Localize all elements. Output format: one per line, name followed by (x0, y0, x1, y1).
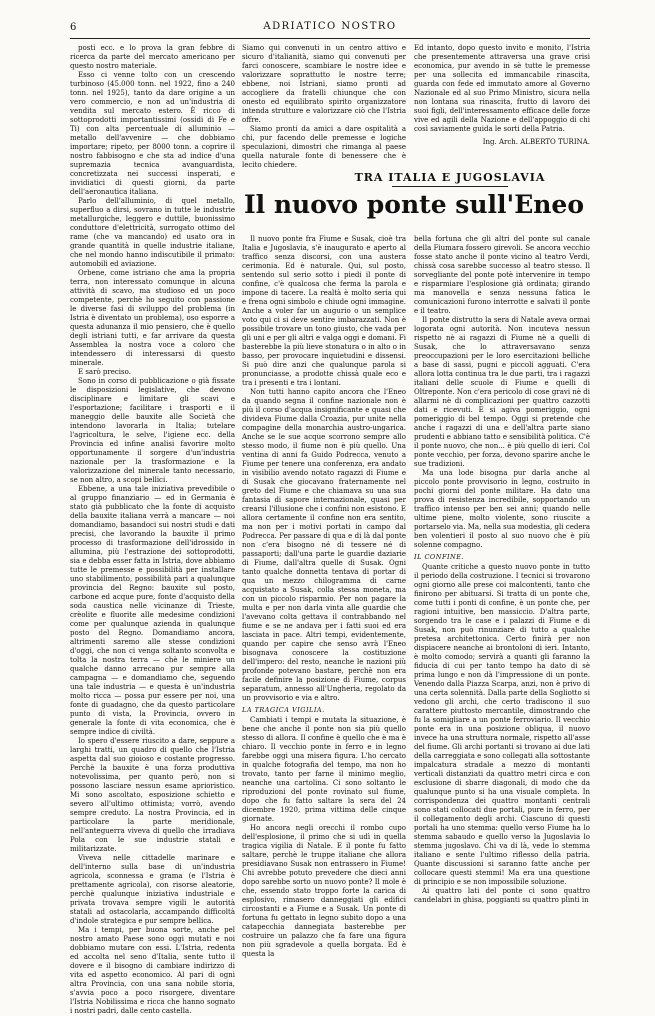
paragraph: Ai quattro lati del ponte ci sono quattro candelabri in ghisa, poggianti su quattro plinti in (414, 887, 590, 904)
paragraph: Il nuovo ponte fra Fiume e Susak, cioè tra Italia e Jugoslavia, s'è inaugurato e aperto al traffico senza discorsi, con una austera cerimonia. Ed è naturale. Qui, sul posto, sentendo sul serio sotto i piedi il ponte di confine, c'è qualcosa che ferma la parola e impone di tacere. La realtà è molto seria qui e frena ogni simbolo e chiude ogni immagine. Anche a voler far un augurio o un semplice voto qui ci si deve sentire imbarazzati. Non è possibile trovare un tono giusto, che vada per gli uni e per gli altri e valga oggi e domani. Fi basterebbe la più lieve stonatura o in alto o in basso, per provocare inquietudini e dissensi. Si può dire anzi che qualunque parola si pronunciasse, a prodotte chissà quale eco e tra i presenti e tra i lontani. (242, 235, 406, 387)
article-mid-column (242, 44, 406, 169)
paragraph: Sono in corso di pubblicazione o già fissate le disposizioni legislative, che devono disciplinare e limitare gli scavi e l'esportazione; facilitare i trasporti e il maneggio delle bauxite alle Società che intendono lavorarla in Italia; tutelare l'agricoltura, le selve, l'igiene ecc. della Provincia ed infine analisi favorire molto opportunamente il sorgere d'un'industria nazionale per la trasformazione e la valorizzazione del minerale tanto necessario, se non altro, a scopi bellici. (70, 377, 235, 484)
section-kicker: TRA ITALIA E JUGOSLAVIA (354, 171, 546, 184)
paragraph: Il ponte distrutto la sera di Natale aveva ormai logorata ogni autorità. Non incuteva nessun rispetto nè ai ragazzi di Fiume nè a quelli di Susak, che lo attraversavano senza preoccupazioni per le loro esercitazioni belliche a base di sassi, pugni e piccoli agguati. C'era allora lotta continua tra le due parti, tra i ragazzi italiani delle scuole di Fiume e quelli di Oltreponte. Non c'era pericolo di cose gravi nè di allarmi nè di complicazioni per quattro cazzotti dati e ricevuti. E si agiva pomeriggio, ogni pomeriggio di bel tempo. Oggi si pretende che anche i ragazzi di una e dell'altra parte siano prudenti e abbiano tatto e sensibilità politica. C'è il ponte nuovo, che non... è più quello di ieri. Col ponte vecchio, per forza, devono sparire anche le sue tradizioni. (414, 316, 590, 468)
paragraph: E sarò preciso. (78, 368, 131, 376)
subheading: LA TRAGICA VIGILIA. (242, 706, 325, 714)
paragraph: Quante critiche a questo nuovo ponte in tutto il periodo della costruzione. I tecnici si trovarono ogni giorno alle prese coi malcontenti, tanto che finirono per abituarsi. Si tratta di un ponte che, come tutti i ponti di confine, è un ponte che, per ragioni intuitive, ben massiccio. D'altra parte, sorgendo tra le case e i palazzi di Fiume e di Susak, non può rinunziare di tutto a qualche pretesa architettonica. Certo finirà per non dispiacere neanche ai brontoloni di ieri. Intanto, è molto comodo; servirà a quanti gli faranno la fiducia di cui per tanto tempo ha dato di sè prima lungo e non dà l'impressione di un ponte. Venendo dalla Piazza Scarpa, anzi, non è privo di una certa solennità. Dalla parte della Sogliotto si vedono gli archi, che certo tradiscono il suo carattere piuttosto mercantile, dimostrando che fu la somigliare a un ponte ferroviario. Il vecchio ponte era in una posizione obliqua, il nuovo invece ha una struttura normale, rispetto all'asse del fiume. Gli archi portanti si trovano ai due lati della carreggiata e sono collegati alla sottostante impalcatura stradale a mezzo di montanti verticali distanziati da quattro metri circa e con esclusione di sbarre diagonali, di modo che da qualunque punto si ha una visuale completa. In corrispondenza dei quattro montanti centrali sono stati collocati due portali, pure in ferro, per il collegamento degli archi. Ciascuno di questi portali ha uno stemma: quello verso Fiume ha lo stemma sabaudo e quello verso la Jugoslavia lo stemma jugoslavo. Chi va di là, vede lo stemma italiano e sente l'ultimo riflesso della patria. Quante discussioni si saranno fatte anche per collocare questi stemmi! Ma era una questione di principio e se non impossibile soluzione. (414, 563, 590, 886)
paragraph: Ho ancora negli orecchi il rombo cupo dell'esplosione, il primo che si udì in quella tragica vigilia di Natale. E il ponte fu fatto saltare, perchè le truppe italiane che allora presidiavano Susak non entrassero in Fiume! Chi avrebbe potuto prevedere che dieci anni dopo sarebbe sorto un nuovo ponte? Il mole è che, essendo stato troppo forte la carica di esplosivo, rimasero danneggiati gli edifici circostanti e a Fiume e a Susak. Un ponte di fortuna fu gettato in legno subito dopo a una catapecchia dannegiata basterebbe per costruire un palazzo che fa fare una figura non più sgradevole a quella borgata. Ed è questa la (242, 824, 406, 958)
paragraph: Parlo dell'alluminio, di quel metallo, superfluo a dirsi, sovrano in tutte le industrie metallurgiche, leggero e duttile, buonissimo conduttore d'elettricità, surrogato ottimo del rame (che va mancando) ed usato ora in grande quantità in quelle industrie italiane, che nel mondo hanno indiscutibile il primato: automobili ed aviazione. (70, 197, 235, 268)
paragraph: Ma i tempi, per buona sorte, anche pel nostro amato Paese sono oggi mutati e noi dobbiamo mutare con essi. L'Istria, redenta ed accolta nel seno d'Italia, sente tutto il dovere e il bisogno di cambiare indirizzo di vita ed aspetto economico. Al pari di ogni altra Provincia, con una sana nobile storia, s'avvia poco a poco risorgere, diventare l'Istria Nobilissima e ricca che hanno sognato i nostri padri, dalle cento castella. (70, 926, 235, 1015)
paragraph: Ed intanto, dopo questo invito e monito, l'Istria che presentemente attraversa una grave crisi economica, pur avendo in sè tutte le premesse per una sollecita ed immancabile rinascita, guarda con fede ed immutato amore al Governo Nazionale ed al suo Primo Ministro, sicura nella non lontana sua rinascita, frutto di lavoro dei suoi figli, dell'interessamento efficace delle forze vive ed agili della Nazione e dell'appoggio di chi così saviamente guida le sorti della Patria. (414, 44, 590, 133)
paragraph: bella fortuna che gli altri del ponte sul canale della Fiumara fossero girevoli. Se ancora vecchio fosse stato anche il ponte vicino al teatro Verdi, chissà cosa sarebbe successo al teatro stesso. Il sorvegliante del ponte potè intervenire in tempo e risparmiare l'esplosione già ordinata; girando ma manovella e senza nessuna fatica le comunicazioni furono interrotte e salvati il ponte e il teatro. (414, 235, 590, 315)
subheading: IL CONFINE. (414, 553, 465, 561)
paragraph: Ebbene, a una tale iniziativa prevedibile o al gruppo finanziario — ed in Germania è stato già pubblicato che la fonte di acquisto della bauxite italiana verrà a mancare — noi domandiamo, basandoci sui nostri studi e dati precisi, che lavorando la bauxite il primo processo di trasformazione dell'idrossido in allumina, più l'estrazione dei sottoprodotti, sia e debba esser fatta in Istria, dove abbiamo tutte le premesse e possibilità per installare uno stabilimento, possibilità pari a qualunque provincia del Regno: bauxite sul posto, carbone ed acque pure, fonte d'acquisto della soda caustica nelle vicinanze di Trieste, crèolite e fluorite alle medesime condizioni come per qualunque azienda in qualunque posto del Regno. Domandiamo ancora, altrimenti saremo alle stesse condizioni d'oggi, che non ci venga soltanto sconvolta e tolta la nostra terra — chè le miniere un qualche danno arrecano pur sempre alla campagna — e domandiamo che, seguendo una tale industria — e questa è un'industria molto ricca — possa pur essere per noi, una fonte di guadagno, che da questo particolare punto di vista, la Provincia, ovvero in generale la fonte di vita economica, che è sempre indice di civiltà. (70, 485, 235, 736)
paragraph: Esso ci venne tolto con un crescendo turbinoso (45.000 tonn. nel 1922, fino a 240 tonn. nel 1925), tanto da dare origine a un vero commercio, e non ad un'industria di vendita sul mercato estero. È ricco di sottoprodotti importantissimi (ossidi di Fe e Ti) con alta percentuale di alluminio — metallo dell'avvenire — che dobbiamo importare; ripeto, per 8000 tonn. a coprire il nostro fabbisogno e che sta ad indice d'una supremazia tecnica avanguardista, concretizzata nei successi insperati, e invidiatici di questi giorni, da parte dell'aeronautica italiana. (70, 71, 235, 196)
paragraph: Siamo pronti da amici a dare ospitalità a chi, pur facendo delle premesse e logiche speculazioni, dimostri che rimanga al paese quella naturale fonte di benessere che è lecito chiedere. (242, 125, 406, 169)
paragraph: Non tutti hanno capito ancora che l'Eneo da quando segna il confine nazionale non è più il corso d'acqua insignificante e quasi che divideva Fiume dalla Croazia, pur unite nella compagine della monarchia austro-ungarica. Anche se le sue acque scorrono sempre allo stesso modo, il fiume non è più quello. Una ventina di anni fa Guido Podrecca, venuto a Fiume per tenere una conferenza, era andato in visibilio avendo notato ragazzi di Fiume e di Susak che giocavano fraternamente nel greto del Fiume e che chiamava su una sua fantasia di sapore internazionale, quasi per crearsi l'illusione che i confini non esistono. E allora certamente il confine non era sentito, ma non per i motivi portati in campo dal Podrecca. Per passare di qua e di là dal ponte non c'era bisogno né di tessere né di passaporti; dall'una parte le guardie daziarie di Fiume, dall'altra quelle di Susak. Ogni tanto qualche donnetta tentava di portar di qua un mezzo chilogramma di carne acquistato a Susak, colla stessa moneta, ma con un piccolo risparmio. Per non pagare la multa e per non darla vinta alle guardie che l'avevano colta gettava il contrabbando nel fiume e se ne andava per i fatti suoi ed era lasciata in pace. Altri tempi, evidentemente, quando per capire che senso avrà l'Eneo bisognava conoscere la costituzione dell'impero: del resto, neanche le nazioni più profonde potevano bastare, perchè non era facile definire la posizione di Fiume, corpus separatum, annesso all'Ungheria, regolato da un provvisorio e via e altro. (242, 388, 406, 702)
page-header (70, 16, 590, 38)
header-rule (70, 38, 590, 39)
paragraph: Viveva nelle cittadelle marinare e dell'interno sulla base di un'industria agricola, sconnessa e grama (e l'Istria è prettamente agricola), con risorse aleatorie, perchè qualunque iniziativa industriale e privata trovava sempre vigili le autorità statali ad ostacolarla, accampando difficoltà d'indole strategica e pur sempre bellica. (70, 854, 235, 925)
kicker-rule (392, 186, 508, 187)
paragraph: Io spero d'essere riuscito a dare, seppure a larghi tratti, un quadro di quello che l'Istria aspetta dal suo gioioso e costante progresso. Perchè la bauxite è una forza produttiva notevolissima, per quanto però, non si possono lasciare nessun esame aprioristico. Mi sono ascoltato, esposizione schietto e severo all'ultimo ottimista; vorrò, avendo sempre creduto. La nostra Provincia, ed in particolare la parte meridionale, nell'anteguerra viveva di quello che irradiava Pola con le sue industrie statali e militarizzate. (70, 737, 235, 853)
paragraph: Cambiati i tempi e mutata la situazione, è bene che anche il ponte non sia più quello stesso di allora. Il confine è quello che è ma è chiaro. Il vecchio ponte in ferro e in legno farebbe oggi una misera figura. L'ho cercato in qualche fotografia del tempo, ma non ho trovato, tanto per farne il minimo meglio, neanche una cartolina. Ci sono soltanto le riproduzioni del ponte rovinato sul fiume, dopo che fu fatto saltare la sera del 24 dicembre 1920, prima vittima delle cinque giornate. (242, 716, 406, 823)
running-title: ADRIATICO NOSTRO (263, 21, 397, 32)
bridge-column-1 (242, 235, 406, 958)
headline: Il nuovo ponte sull'Eneo (243, 190, 585, 219)
article-left-column (70, 44, 235, 1015)
paragraph: posti ecc. e lo prova la gran febbre di ricerca da parte del mercato americano per questo nostro materiale. (70, 44, 235, 70)
page-number: 6 (70, 22, 77, 33)
bridge-column-2 (414, 235, 590, 904)
article-right-column (414, 44, 590, 162)
author-signature: Ing. Arch. ALBERTO TURINA. (482, 138, 590, 146)
paragraph: Ma una lode bisogna pur darla anche al piccolo ponte provvisorio in legno, costruito in pochi giorni del ponte militare. Ha dato una prova di resistenza incredibile, sopportando un traffico intenso per ben sei anni; quando nelle ultime piene, molto violente, sono riuscite a portarselo via. Ma, nella sua modestia, gli cedera ben volentieri il posto al suo nuovo che è più solenne compagno. (414, 469, 590, 549)
paragraph: Siamo qui convenuti in un centro attivo e sicuro d'italianità, siamo qui convenuti per farci conoscere, scambiare le nostre idee e valorizzare soprattutto le nostre terre; ebbene, noi Istriani, siamo pronti ad accogliere da fratelli chiunque che con onesto ed equilibrato spirito organizzatore intenda strutture e valorizzare ciò che l'Istria offre. (242, 44, 406, 124)
paragraph: Orbene, come istriano che ama la propria terra, non interessato comunque in alcuna attività di scavo, ma studioso ed un poco competente, perchè ho seguito con passione le diverse fasi di sviluppo del problema (in Istria è diventato un problema), oso esporre a questa adunanza il mio pensiero, che è quello degli istriani tutti, e far arrivare da questa Assemblea la nostra voce a coloro che intendessero di interessarsi di questo minerale. (70, 269, 235, 367)
